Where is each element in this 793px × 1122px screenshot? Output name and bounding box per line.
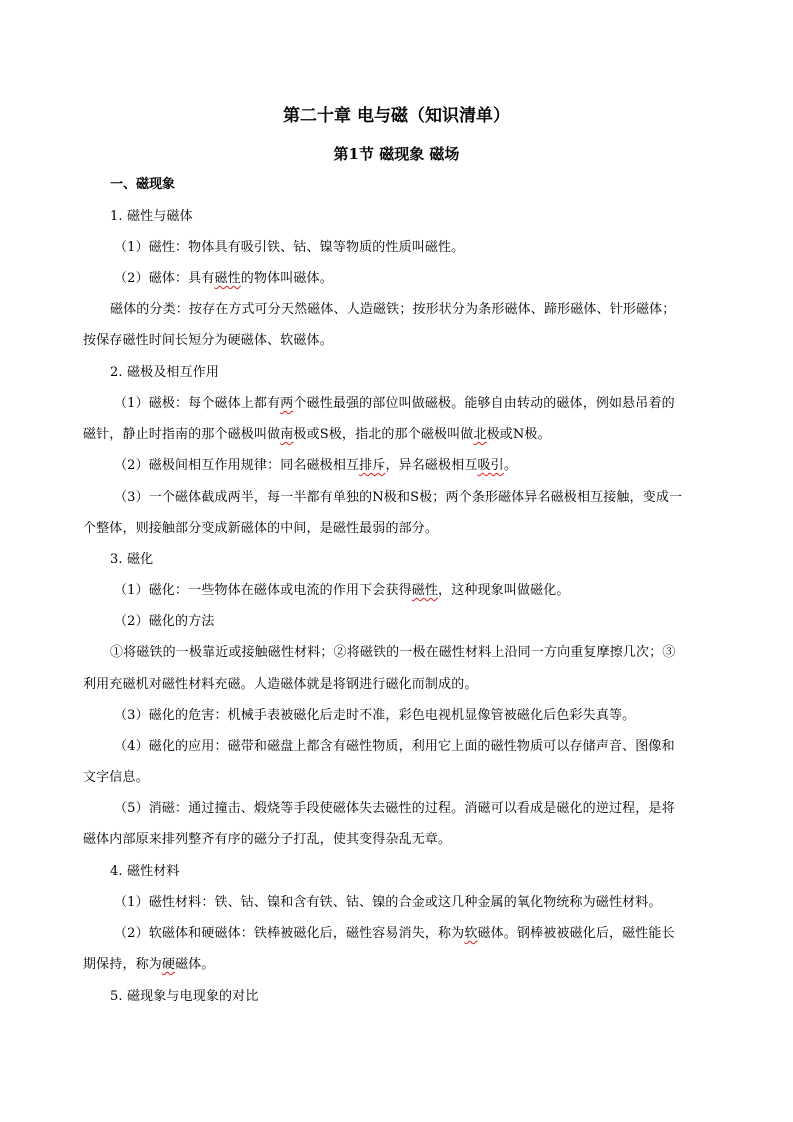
- text-segment: ，这种现象叫做磁化。: [438, 583, 570, 598]
- text-segment: （5）消磁：通过撞击、煅烧等手段使磁体失去磁性的过程。消磁可以看成是磁化的逆过程，是将: [114, 801, 675, 816]
- spellcheck-underlined-text: 南: [280, 427, 294, 442]
- spellcheck-underlined-text: 排斥: [359, 458, 386, 473]
- text-segment: （1）磁化：一些物体在磁体或电流的作用下会获得: [114, 583, 412, 598]
- text-segment: 期保持，称为: [83, 957, 162, 972]
- text-line: [83, 425, 551, 445]
- text-line: [83, 830, 451, 850]
- text-segment: 磁体。钢棒被被磁化后，磁性能长: [477, 926, 675, 941]
- text-segment: 个磁性最强的部位叫做磁极。能够自由转动的磁体，例如悬吊着的: [293, 396, 675, 411]
- text-segment: ①将磁铁的一极靠近或接触磁性材料；②将磁铁的一极在磁性材料上沿同一方向重复摩擦几次；③: [110, 645, 676, 660]
- section-title: 第1节 磁现象 磁场: [333, 145, 460, 163]
- text-segment: 。: [503, 458, 517, 473]
- text-line: [114, 269, 333, 289]
- text-segment: （1）磁性：物体具有吸引铁、钴、镍等物质的性质叫磁性。: [114, 240, 465, 255]
- text-line: [114, 581, 570, 601]
- text-segment: 1. 磁性与磁体: [110, 209, 193, 224]
- text-line: [114, 612, 214, 632]
- chapter-title: 第二十章 电与磁（知识清单）: [283, 106, 510, 126]
- spellcheck-underlined-text: 软: [464, 926, 478, 941]
- text-line: [110, 550, 153, 570]
- text-segment: 利用充磁机对磁性材料充磁。人造磁体就是将钢进行磁化而制成的。: [83, 677, 478, 692]
- text-line: [83, 331, 333, 351]
- text-line: [114, 799, 675, 819]
- heading-magnetic-phenomena: 一、磁现象: [110, 177, 176, 192]
- text-line: [110, 300, 675, 320]
- text-line: [83, 955, 215, 975]
- text-line: [110, 862, 180, 882]
- text-segment: 个整体，则接触部分变成新磁体的中间，是磁性最弱的部分。: [83, 521, 439, 536]
- text-segment: 极或N极。: [486, 427, 551, 442]
- text-segment: 磁体内部原来排列整齐有序的磁分子打乱，使其变得杂乱无章。: [83, 832, 452, 847]
- text-segment: 极或S极，指北的那个磁极叫做: [293, 427, 474, 442]
- spellcheck-underlined-text: 北: [473, 427, 487, 442]
- text-line: [114, 394, 675, 414]
- text-line: [83, 675, 478, 695]
- text-line: [114, 737, 675, 757]
- text-segment: 文字信息。: [83, 770, 149, 785]
- text-segment: 磁体的分类：按存在方式可分天然磁体、人造磁铁；按形状分为条形磁体、蹄形磁体、针形磁体；: [110, 302, 676, 317]
- text-segment: 磁体。: [175, 957, 215, 972]
- text-segment: 3. 磁化: [110, 552, 154, 567]
- spellcheck-underlined-text: 硬: [161, 957, 176, 972]
- text-segment: （3）一个磁体截成两半，每一半都有单独的N极和S极；两个条形磁体异名磁极相互接触，变成一: [114, 490, 683, 505]
- text-segment: 的物体叫磁体。: [240, 271, 333, 286]
- text-line: [114, 893, 662, 913]
- spellcheck-underlined-text: 磁性: [214, 271, 241, 286]
- text-line: [114, 456, 517, 476]
- text-segment: ，异名磁极相互: [385, 458, 478, 473]
- text-segment: （2）磁化的方法: [114, 614, 215, 629]
- text-segment: （2）软磁体和硬磁体：铁棒被磁化后，磁性容易消失，称为: [114, 926, 465, 941]
- text-line: [114, 924, 675, 944]
- text-segment: （1）磁极：每个磁体上都有: [114, 396, 281, 411]
- text-segment: 5. 磁现象与电现象的对比: [110, 989, 259, 1004]
- spellcheck-underlined-text: 磁性: [411, 583, 439, 598]
- spellcheck-underlined-text: 两: [280, 396, 294, 411]
- text-line: [83, 519, 438, 539]
- text-line: [114, 238, 464, 258]
- text-segment: （1）磁性材料：铁、钴、镍和含有铁、钴、镍的合金或这几种金属的氧化物统称为磁性材料。: [114, 895, 662, 910]
- text-segment: 按保存磁性时间长短分为硬磁体、软磁体。: [83, 333, 333, 348]
- text-segment: （2）磁体：具有: [114, 271, 215, 286]
- text-line: [83, 768, 149, 788]
- text-line: [114, 488, 682, 508]
- text-line: [110, 643, 675, 663]
- text-segment: 2. 磁极及相互作用: [110, 365, 220, 380]
- text-segment: （2）磁极间相互作用规律：同名磁极相互: [114, 458, 360, 473]
- text-segment: 4. 磁性材料: [110, 864, 180, 879]
- text-line: [110, 987, 259, 1007]
- text-line: [110, 363, 219, 383]
- text-segment: 磁针，静止时指南的那个磁极叫做: [83, 427, 281, 442]
- text-segment: （3）磁化的危害：机械手表被磁化后走时不准，彩色电视机显像管被磁化后色彩失真等。: [114, 708, 636, 723]
- spellcheck-underlined-text: 吸引: [477, 458, 504, 473]
- text-line: [110, 207, 193, 227]
- text-line: [114, 706, 635, 726]
- text-segment: （4）磁化的应用：磁带和磁盘上都含有磁性物质，利用它上面的磁性物质可以存储声音、图像和: [114, 739, 675, 754]
